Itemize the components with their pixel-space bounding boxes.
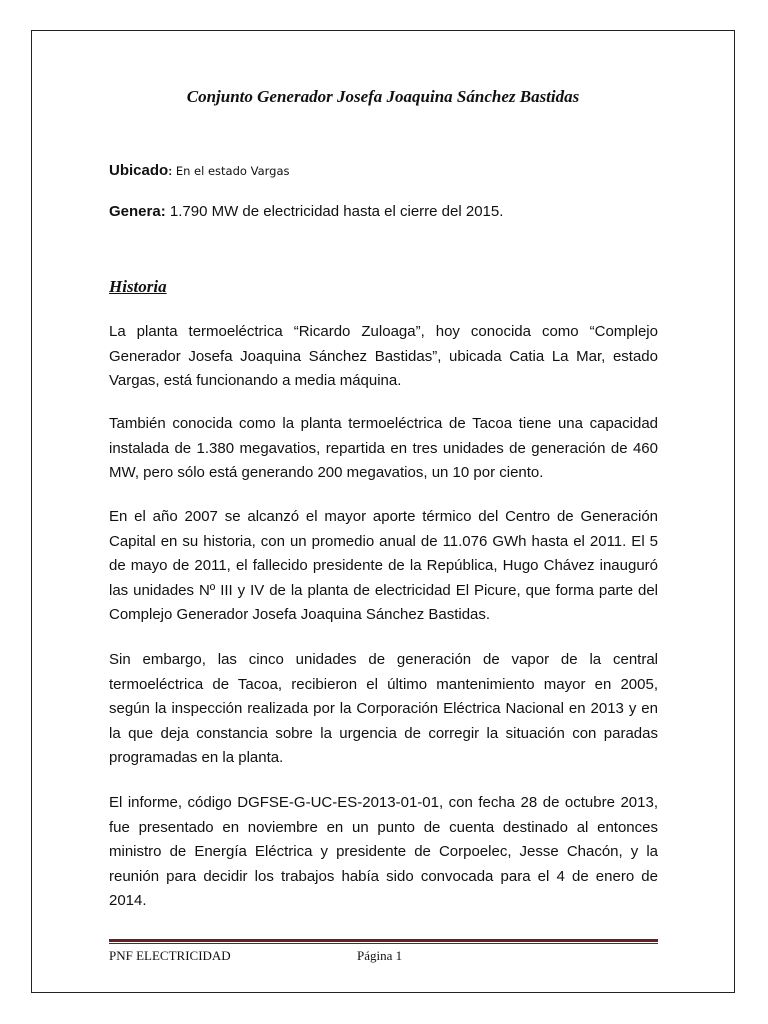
paragraph-2: También conocida como la planta termoeléctrica de Tacoa tiene una capacidad instalada de 1.380 megavatios, repartida en tres unidades de generación de 460 MW, pero sólo está generando 200 megavatios, un 10 por ciento. [109,415,658,482]
paragraph-1: La planta termoeléctrica “Ricardo Zuloaga”, hoy conocida como “Complejo Generador Josefa Joaquina Sánchez Bastidas”, ubicada Catia La Mar, estado Vargas, está funcionando a media máquina. [109,323,658,390]
genera-label: Genera: [109,203,166,220]
footer-rule-thick [109,939,658,942]
section-heading-historia: Historia [109,277,167,296]
genera-field [109,203,503,221]
ubicado-value: En el estado Vargas [172,164,290,178]
genera-value: 1.790 MW de electricidad hasta el cierre del 2015. [165,203,504,220]
paragraph-4: Sin embargo, las cinco unidades de generación de vapor de la central termoeléctrica de Tacoa, recibieron el último mantenimiento mayor en 2005, según la inspección realizada por la Corporación Eléctrica Nacional en 2013 y en la que deja constancia sobre la urgencia de corregir la situación con paradas programadas en la planta. [109,651,658,767]
footer-program-label: PNF ELECTRICIDAD [109,948,231,963]
paragraph-5: El informe, código DGFSE-G-UC-ES-2013-01-01, con fecha 28 de octubre 2013, fue presentado en noviembre en un punto de cuenta destinado al entonces ministro de Energía Eléctrica y presidente de Corpoelec, Jesse Chacón, y la reunión para decidir los trabajos había sido convocada para el 4 de enero de 2014. [109,794,658,910]
footer-page-number: Página 1 [357,948,403,963]
document-title: Conjunto Generador Josefa Joaquina Sánchez Bastidas [186,87,580,106]
ubicado-label: Ubicado [109,162,169,179]
ubicado-field [109,162,289,180]
footer-rule [109,939,658,945]
paragraph-3: En el año 2007 se alcanzó el mayor aporte térmico del Centro de Generación Capital en su historia, con un promedio anual de 11.076 GWh hasta el 2011. El 5 de mayo de 2011, el fallecido presidente de la República, Hugo Chávez inauguró las unidades Nº III y IV de la planta de electricidad El Picure, que forma parte del Complejo Generador Josefa Joaquina Sánchez Bastidas. [109,508,658,624]
ubicado-colon: : [168,164,173,178]
footer-rule-thin [109,943,658,944]
